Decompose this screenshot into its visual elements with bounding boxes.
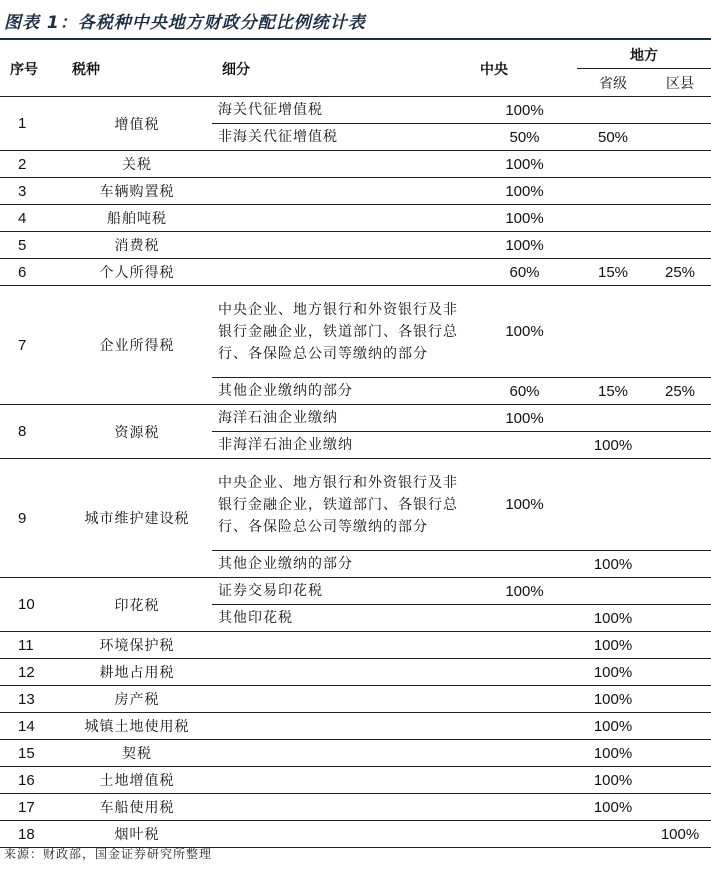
- table-row: [0, 178, 711, 205]
- cell-county: [649, 286, 711, 378]
- cell-detail: [212, 713, 472, 740]
- cell-central: 60%: [472, 378, 577, 405]
- cell-detail: [212, 767, 472, 794]
- cell-province: [577, 405, 649, 432]
- cell-province: [577, 286, 649, 378]
- table-row: [0, 659, 711, 686]
- cell-county: [649, 632, 711, 659]
- header-seq: 序号: [10, 61, 38, 78]
- cell-tax: 城市维护建设税: [62, 459, 212, 578]
- cell-province: 100%: [577, 794, 649, 821]
- table-row: [0, 259, 711, 286]
- cell-detail: 其他企业缴纳的部分: [212, 551, 472, 578]
- cell-tax: 增值税: [62, 97, 212, 151]
- cell-province: 100%: [577, 659, 649, 686]
- table-row: [0, 232, 711, 259]
- cell-tax: 印花税: [62, 578, 212, 632]
- cell-province: [577, 578, 649, 605]
- table-row: [0, 151, 711, 178]
- table-row: [0, 713, 711, 740]
- cell-province: 15%: [577, 378, 649, 405]
- table-row: [0, 286, 711, 378]
- cell-detail: 海关代征增值税: [212, 97, 472, 124]
- cell-tax: 耕地占用税: [62, 659, 212, 686]
- header-central: 中央: [480, 61, 508, 78]
- cell-province: 100%: [577, 740, 649, 767]
- cell-detail: 非海关代征增值税: [212, 124, 472, 151]
- cell-county: [649, 432, 711, 459]
- header-detail: 细分: [222, 61, 250, 78]
- cell-province: 100%: [577, 605, 649, 632]
- cell-detail: [212, 178, 472, 205]
- table-row: [0, 767, 711, 794]
- table-row: [0, 821, 711, 848]
- cell-central: 50%: [472, 124, 577, 151]
- cell-province: 50%: [577, 124, 649, 151]
- table-row: [0, 632, 711, 659]
- cell-county: [649, 459, 711, 551]
- cell-seq: 13: [0, 686, 62, 713]
- cell-tax: 烟叶税: [62, 821, 212, 848]
- table-row: [0, 205, 711, 232]
- cell-central: 60%: [472, 259, 577, 286]
- cell-detail: [212, 151, 472, 178]
- table-row: [0, 686, 711, 713]
- table-row: [0, 97, 711, 124]
- cell-detail: 中央企业、地方银行和外资银行及非银行金融企业，铁道部门、各银行总行、各保险总公司等缴纳的部分: [212, 286, 472, 378]
- cell-province: 15%: [577, 259, 649, 286]
- cell-central: 100%: [472, 232, 577, 259]
- cell-tax: 契税: [62, 740, 212, 767]
- cell-county: [649, 124, 711, 151]
- cell-central: [472, 686, 577, 713]
- cell-tax: 城镇土地使用税: [62, 713, 212, 740]
- cell-detail: 证券交易印花税: [212, 578, 472, 605]
- cell-central: 100%: [472, 459, 577, 551]
- header-local: 地方: [577, 41, 711, 69]
- cell-seq: 5: [0, 232, 62, 259]
- cell-province: 100%: [577, 432, 649, 459]
- cell-seq: 7: [0, 286, 62, 405]
- table-row: [0, 578, 711, 605]
- cell-seq: 17: [0, 794, 62, 821]
- cell-tax: 船舶吨税: [62, 205, 212, 232]
- cell-seq: 6: [0, 259, 62, 286]
- cell-county: [649, 713, 711, 740]
- cell-detail: [212, 686, 472, 713]
- cell-central: [472, 659, 577, 686]
- cell-county: 25%: [649, 378, 711, 405]
- cell-central: 100%: [472, 286, 577, 378]
- cell-province: [577, 178, 649, 205]
- cell-province: 100%: [577, 686, 649, 713]
- header-tax: 税种: [72, 61, 100, 78]
- cell-county: [649, 232, 711, 259]
- cell-seq: 9: [0, 459, 62, 578]
- cell-county: [649, 578, 711, 605]
- table-row: [0, 794, 711, 821]
- cell-detail: 海洋石油企业缴纳: [212, 405, 472, 432]
- tax-allocation-table: [0, 41, 711, 848]
- cell-detail: [212, 259, 472, 286]
- cell-seq: 8: [0, 405, 62, 459]
- cell-detail: 其他企业缴纳的部分: [212, 378, 472, 405]
- cell-county: [649, 178, 711, 205]
- cell-central: 100%: [472, 405, 577, 432]
- cell-central: 100%: [472, 151, 577, 178]
- cell-central: [472, 551, 577, 578]
- cell-central: [472, 432, 577, 459]
- cell-province: [577, 821, 649, 848]
- cell-central: [472, 767, 577, 794]
- cell-province: [577, 151, 649, 178]
- cell-county: [649, 551, 711, 578]
- cell-detail: [212, 794, 472, 821]
- cell-detail: [212, 232, 472, 259]
- table-row: [0, 459, 711, 551]
- cell-seq: 4: [0, 205, 62, 232]
- table-row: [0, 405, 711, 432]
- cell-province: 100%: [577, 767, 649, 794]
- cell-county: [649, 205, 711, 232]
- cell-county: [649, 605, 711, 632]
- cell-detail: 中央企业、地方银行和外资银行及非银行金融企业，铁道部门、各银行总行、各保险总公司等缴纳的部分: [212, 459, 472, 551]
- cell-province: [577, 97, 649, 124]
- cell-county: [649, 740, 711, 767]
- cell-detail: [212, 632, 472, 659]
- cell-tax: 车辆购置税: [62, 178, 212, 205]
- cell-county: [649, 151, 711, 178]
- table-title: 图表 1：各税种中央地方财政分配比例统计表: [4, 13, 366, 33]
- table-body: [0, 97, 711, 848]
- cell-county: [649, 659, 711, 686]
- cell-county: [649, 767, 711, 794]
- source-note: 来源：财政部，国金证券研究所整理: [4, 847, 213, 861]
- cell-tax: 个人所得税: [62, 259, 212, 286]
- cell-tax: 资源税: [62, 405, 212, 459]
- cell-tax: 关税: [62, 151, 212, 178]
- cell-tax: 环境保护税: [62, 632, 212, 659]
- cell-detail: [212, 659, 472, 686]
- cell-central: 100%: [472, 578, 577, 605]
- cell-province: 100%: [577, 551, 649, 578]
- cell-seq: 3: [0, 178, 62, 205]
- cell-central: 100%: [472, 178, 577, 205]
- cell-province: 100%: [577, 632, 649, 659]
- cell-seq: 16: [0, 767, 62, 794]
- cell-province: [577, 205, 649, 232]
- cell-seq: 11: [0, 632, 62, 659]
- cell-detail: [212, 821, 472, 848]
- header-county: 区县: [666, 75, 694, 92]
- cell-seq: 12: [0, 659, 62, 686]
- cell-seq: 10: [0, 578, 62, 632]
- cell-central: [472, 821, 577, 848]
- cell-tax: 土地增值税: [62, 767, 212, 794]
- cell-tax: 房产税: [62, 686, 212, 713]
- title-divider: [0, 38, 711, 40]
- cell-detail: 其他印花税: [212, 605, 472, 632]
- cell-county: 25%: [649, 259, 711, 286]
- cell-seq: 1: [0, 97, 62, 151]
- cell-county: 100%: [649, 821, 711, 848]
- cell-province: [577, 232, 649, 259]
- cell-seq: 18: [0, 821, 62, 848]
- cell-central: [472, 632, 577, 659]
- cell-county: [649, 97, 711, 124]
- cell-province: [577, 459, 649, 551]
- cell-county: [649, 794, 711, 821]
- cell-seq: 2: [0, 151, 62, 178]
- cell-county: [649, 686, 711, 713]
- cell-central: [472, 713, 577, 740]
- cell-detail: [212, 205, 472, 232]
- cell-central: 100%: [472, 205, 577, 232]
- cell-tax: 消费税: [62, 232, 212, 259]
- table-row: [0, 740, 711, 767]
- cell-central: 100%: [472, 97, 577, 124]
- cell-central: [472, 794, 577, 821]
- cell-tax: 车船使用税: [62, 794, 212, 821]
- cell-tax: 企业所得税: [62, 286, 212, 405]
- header-province: 省级: [599, 75, 627, 92]
- cell-central: [472, 740, 577, 767]
- cell-seq: 15: [0, 740, 62, 767]
- cell-seq: 14: [0, 713, 62, 740]
- cell-county: [649, 405, 711, 432]
- cell-central: [472, 605, 577, 632]
- cell-detail: [212, 740, 472, 767]
- cell-province: 100%: [577, 713, 649, 740]
- cell-detail: 非海洋石油企业缴纳: [212, 432, 472, 459]
